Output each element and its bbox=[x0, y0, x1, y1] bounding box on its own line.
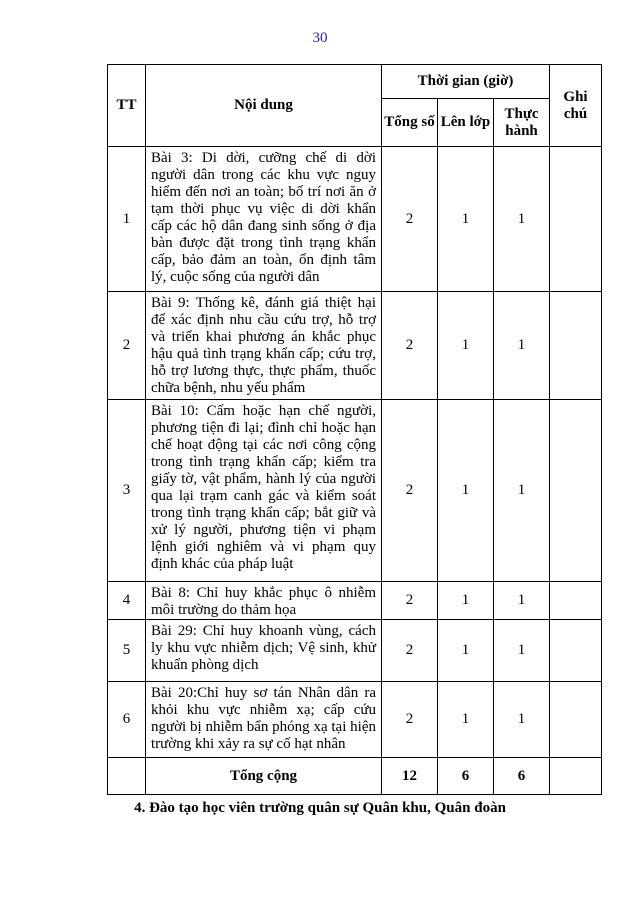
total-practice: 6 bbox=[494, 758, 550, 795]
table-row bbox=[108, 292, 602, 400]
row-tt: 4 bbox=[108, 582, 146, 620]
row-note bbox=[550, 620, 602, 682]
section-heading: 4. Đào tạo học viên trường quân sự Quân khu, Quân đoàn bbox=[134, 800, 506, 816]
row-total: 2 bbox=[382, 400, 438, 582]
training-time-table bbox=[107, 64, 602, 795]
row-tt: 3 bbox=[108, 400, 146, 582]
row-total: 2 bbox=[382, 682, 438, 758]
table-row bbox=[108, 400, 602, 582]
row-tt: 1 bbox=[108, 147, 146, 292]
total-lecture: 6 bbox=[438, 758, 494, 795]
row-content: Bài 29: Chỉ huy khoanh vùng, cách ly khu vực nhiễm dịch; Vệ sinh, khử khuẩn phòng dịch bbox=[146, 620, 382, 682]
row-note bbox=[550, 400, 602, 582]
row-note bbox=[550, 147, 602, 292]
row-total: 2 bbox=[382, 620, 438, 682]
row-content: Bài 3: Di dời, cưỡng chế di dời người dân trong các khu vực nguy hiểm đến nơi an toàn; bố trí nơi ăn ở tạm thời phục vụ việc di dời khẩn cấp các hộ dân đang sinh sống ở địa bàn được đặt trong tình trạng khẩn cấp, bảo đảm an toàn, ổn định tâm lý, cuộc sống của người dân bbox=[146, 147, 382, 292]
table-row bbox=[108, 147, 602, 292]
total-label: Tổng cộng bbox=[146, 758, 382, 795]
row-lecture: 1 bbox=[438, 400, 494, 582]
row-practice: 1 bbox=[494, 147, 550, 292]
row-lecture: 1 bbox=[438, 682, 494, 758]
row-content: Bài 9: Thống kê, đánh giá thiệt hại để xác định nhu cầu cứu trợ, hỗ trợ và triển khai phương án khắc phục hậu quả tình trạng khẩn cấp; cứu trợ, hỗ trợ lương thực, thực phẩm, thuốc chữa bệnh, nhu yếu phẩm bbox=[146, 292, 382, 400]
row-content: Bài 10: Cấm hoặc hạn chế người, phương tiện đi lại; đình chỉ hoặc hạn chế hoạt động tại các nơi công cộng trong tình trạng khẩn cấp; kiểm tra giấy tờ, vật phẩm, hành lý của người qua lại trạm canh gác và kiểm soát trong tình trạng khẩn cấp; bắt giữ và xử lý người, phương tiện vi phạm lệnh giới nghiêm và vi phạm quy định khác của pháp luật bbox=[146, 400, 382, 582]
row-practice: 1 bbox=[494, 582, 550, 620]
row-lecture: 1 bbox=[438, 292, 494, 400]
row-tt: 2 bbox=[108, 292, 146, 400]
row-content: Bài 20:Chỉ huy sơ tán Nhân dân ra khỏi khu vực nhiễm xạ; cấp cứu người bị nhiễm bẩn phóng xạ tại hiện trường khi xảy ra sự cố hạt nhân bbox=[146, 682, 382, 758]
header-practice: Thực hành bbox=[494, 99, 550, 147]
header-time-group: Thời gian (giờ) bbox=[382, 65, 550, 99]
row-practice: 1 bbox=[494, 682, 550, 758]
row-total: 2 bbox=[382, 582, 438, 620]
row-practice: 1 bbox=[494, 400, 550, 582]
row-note bbox=[550, 582, 602, 620]
row-lecture: 1 bbox=[438, 147, 494, 292]
total-row bbox=[108, 758, 602, 795]
row-note bbox=[550, 292, 602, 400]
row-practice: 1 bbox=[494, 292, 550, 400]
row-lecture: 1 bbox=[438, 620, 494, 682]
row-lecture: 1 bbox=[438, 582, 494, 620]
header-content: Nội dung bbox=[146, 65, 382, 147]
table-row bbox=[108, 582, 602, 620]
row-note bbox=[550, 682, 602, 758]
header-lecture: Lên lớp bbox=[438, 99, 494, 147]
header-total: Tổng số bbox=[382, 99, 438, 147]
total-note bbox=[550, 758, 602, 795]
row-content: Bài 8: Chỉ huy khắc phục ô nhiễm môi trường do thảm họa bbox=[146, 582, 382, 620]
total-tt-cell bbox=[108, 758, 146, 795]
table-row bbox=[108, 620, 602, 682]
row-total: 2 bbox=[382, 292, 438, 400]
page-number: 30 bbox=[312, 30, 328, 46]
table-row bbox=[108, 682, 602, 758]
row-tt: 6 bbox=[108, 682, 146, 758]
row-practice: 1 bbox=[494, 620, 550, 682]
header-tt: TT bbox=[108, 65, 146, 147]
total-total: 12 bbox=[382, 758, 438, 795]
row-total: 2 bbox=[382, 147, 438, 292]
header-note: Ghi chú bbox=[550, 65, 602, 147]
row-tt: 5 bbox=[108, 620, 146, 682]
